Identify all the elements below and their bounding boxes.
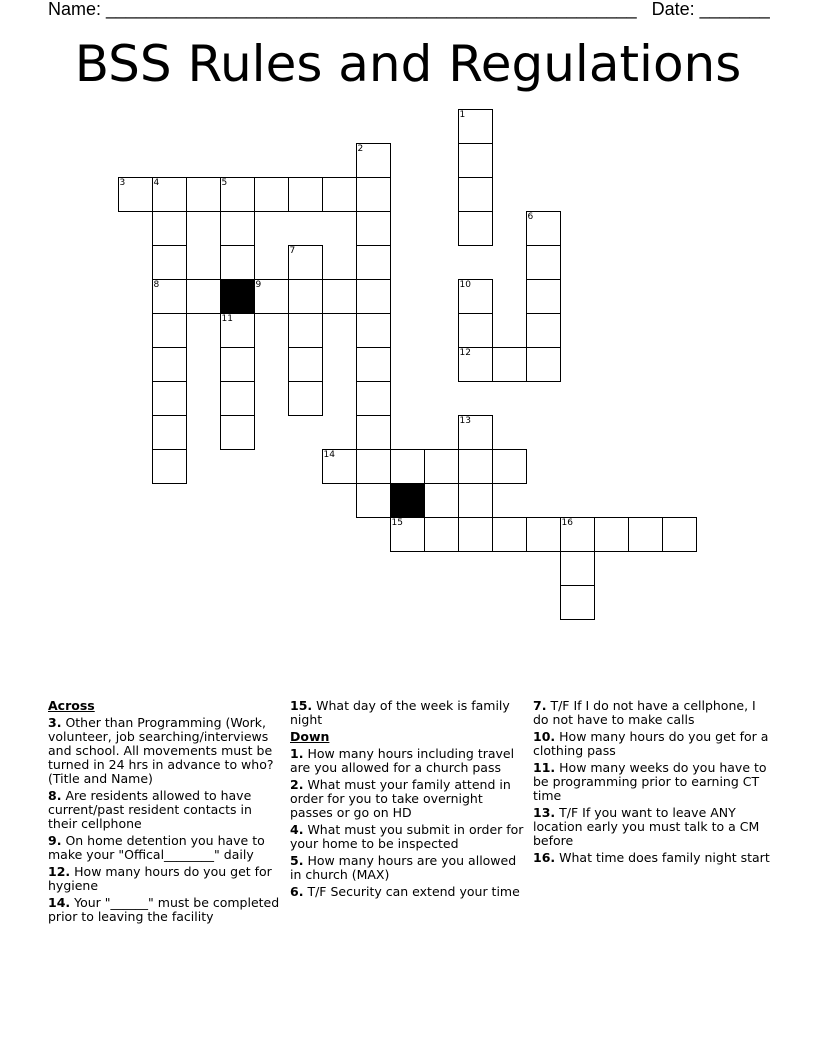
clue-down-13: 13. T/F If you want to leave ANY location early you must talk to a CM before — [533, 805, 760, 848]
grid-cell[interactable] — [560, 585, 595, 620]
clue-number: 14 — [323, 449, 335, 460]
grid-cell[interactable] — [152, 381, 187, 416]
grid-cell[interactable] — [560, 517, 595, 552]
grid-cell[interactable] — [186, 177, 221, 212]
grid-cell[interactable] — [288, 279, 323, 314]
grid-cell[interactable] — [220, 211, 255, 246]
grid-cell[interactable] — [458, 177, 493, 212]
grid-cell[interactable] — [458, 313, 493, 348]
grid-cell[interactable] — [356, 483, 391, 518]
clue-number: 15 — [391, 517, 403, 528]
grid-cell[interactable] — [526, 347, 561, 382]
black-square — [220, 279, 255, 314]
grid-cell[interactable] — [356, 449, 391, 484]
grid-cell[interactable] — [152, 313, 187, 348]
grid-cell[interactable] — [560, 551, 595, 586]
grid-cell[interactable] — [322, 279, 357, 314]
clue-down-1: 1. How many hours including travel are you allowed for a church pass — [290, 746, 515, 775]
grid-cell[interactable] — [186, 279, 221, 314]
grid-cell[interactable] — [356, 381, 391, 416]
grid-cell[interactable] — [526, 211, 561, 246]
grid-cell[interactable] — [424, 483, 459, 518]
clue-number: 5 — [221, 177, 228, 188]
grid-cell[interactable] — [322, 177, 357, 212]
grid-cell[interactable] — [458, 483, 493, 518]
grid-cell[interactable] — [458, 143, 493, 178]
grid-cell[interactable] — [322, 449, 357, 484]
grid-cell[interactable] — [458, 279, 493, 314]
clue-number: 16 — [561, 517, 573, 528]
clue-number: 4 — [153, 177, 160, 188]
grid-cell[interactable] — [152, 415, 187, 450]
grid-cell[interactable] — [288, 245, 323, 280]
clue-number: 1 — [459, 109, 466, 120]
clue-number: 13 — [459, 415, 471, 426]
name-label: Name: — [48, 0, 102, 19]
grid-cell[interactable] — [526, 517, 561, 552]
clue-number: 3 — [119, 177, 126, 188]
grid-cell[interactable] — [526, 313, 561, 348]
grid-cell[interactable] — [390, 517, 425, 552]
date-blank[interactable]: _______ — [699, 0, 770, 19]
grid-cell[interactable] — [118, 177, 153, 212]
grid-cell[interactable] — [152, 449, 187, 484]
grid-cell[interactable] — [594, 517, 629, 552]
grid-cell[interactable] — [152, 245, 187, 280]
clue-across-14: 14. Your "______" must be completed prior to leaving the facility — [48, 895, 280, 924]
grid-cell[interactable] — [628, 517, 663, 552]
grid-cell[interactable] — [458, 415, 493, 450]
grid-cell[interactable] — [356, 211, 391, 246]
clues-column-1 — [48, 699, 284, 927]
clues-column-2 — [290, 699, 524, 902]
grid-cell[interactable] — [356, 415, 391, 450]
grid-cell[interactable] — [288, 347, 323, 382]
grid-cell[interactable] — [356, 347, 391, 382]
clue-number: 9 — [255, 279, 262, 290]
clue-across-3: 3. Other than Programming (Work, volunteer, job searching/interviews and school. All movements must be turned in 24 hrs in advance to who? (Title and Name) — [48, 715, 274, 786]
clue-number: 10 — [459, 279, 471, 290]
grid-cell[interactable] — [220, 245, 255, 280]
down-heading: Down — [290, 729, 330, 744]
grid-cell[interactable] — [288, 381, 323, 416]
clues-column-3 — [533, 699, 773, 868]
grid-cell[interactable] — [356, 177, 391, 212]
grid-cell[interactable] — [152, 279, 187, 314]
grid-cell[interactable] — [526, 245, 561, 280]
grid-cell[interactable] — [662, 517, 697, 552]
grid-cell[interactable] — [492, 517, 527, 552]
clue-number: 8 — [153, 279, 160, 290]
grid-cell[interactable] — [220, 177, 255, 212]
grid-cell[interactable] — [424, 517, 459, 552]
grid-cell[interactable] — [356, 313, 391, 348]
grid-cell[interactable] — [254, 177, 289, 212]
clue-down-6: 6. T/F Security can extend your time — [290, 884, 520, 899]
grid-cell[interactable] — [152, 347, 187, 382]
clue-down-5: 5. How many hours are you allowed in church (MAX) — [290, 853, 517, 882]
grid-cell[interactable] — [390, 449, 425, 484]
clue-across-8: 8. Are residents allowed to have current/past resident contacts in their cellphone — [48, 788, 252, 831]
clue-number: 11 — [221, 313, 233, 324]
name-blank[interactable]: _____________________________________________________ — [106, 0, 637, 19]
clue-down-10: 10. How many hours do you get for a clothing pass — [533, 729, 769, 758]
grid-cell[interactable] — [458, 109, 493, 144]
clue-across-12: 12. How many hours do you get for hygiene — [48, 864, 272, 893]
grid-cell[interactable] — [458, 211, 493, 246]
grid-cell[interactable] — [356, 143, 391, 178]
grid-cell[interactable] — [152, 177, 187, 212]
grid-cell[interactable] — [526, 279, 561, 314]
grid-cell[interactable] — [288, 177, 323, 212]
clue-down-2: 2. What must your family attend in order for you to take overnight passes or go on HD — [290, 777, 511, 820]
grid-cell[interactable] — [220, 415, 255, 450]
page-title: BSS Rules and Regulations — [74, 35, 742, 93]
clue-across-9: 9. On home detention you have to make your "Offical________" daily — [48, 833, 265, 862]
clue-down-7: 7. T/F If I do not have a cellphone, I do not have to make calls — [533, 698, 756, 727]
date-label: Date: — [651, 0, 695, 19]
grid-cell[interactable] — [458, 347, 493, 382]
clue-number: 12 — [459, 347, 471, 358]
clue-number: 7 — [289, 245, 296, 256]
clue-number: 2 — [357, 143, 364, 154]
grid-cell[interactable] — [152, 211, 187, 246]
grid-cell[interactable] — [254, 279, 289, 314]
clue-down-11: 11. How many weeks do you have to be programming prior to earning CT time — [533, 760, 767, 803]
clue-down-16: 16. What time does family night start — [533, 850, 770, 865]
across-heading: Across — [48, 698, 95, 713]
grid-cell[interactable] — [220, 381, 255, 416]
clue-across-15: 15. What day of the week is family night — [290, 698, 510, 727]
grid-cell[interactable] — [458, 517, 493, 552]
grid-cell[interactable] — [492, 449, 527, 484]
grid-cell[interactable] — [220, 313, 255, 348]
grid-cell[interactable] — [424, 449, 459, 484]
grid-cell[interactable] — [356, 245, 391, 280]
black-square — [390, 483, 425, 518]
clue-number: 6 — [527, 211, 534, 222]
grid-cell[interactable] — [492, 347, 527, 382]
grid-cell[interactable] — [288, 313, 323, 348]
clue-down-4: 4. What must you submit in order for your home to be inspected — [290, 822, 524, 851]
grid-cell[interactable] — [356, 279, 391, 314]
grid-cell[interactable] — [220, 347, 255, 382]
